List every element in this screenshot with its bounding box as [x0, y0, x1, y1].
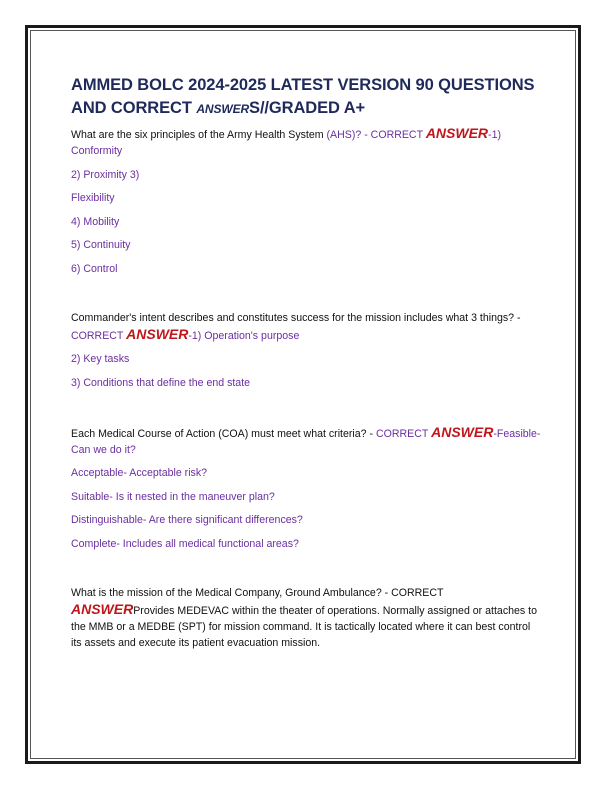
answer-item: 2) Proximity 3): [71, 168, 140, 181]
question-3: Each Medical Course of Action (COA) must meet what criteria? - CORRECT ANSWER-Feasible- Can we do it?: [71, 423, 541, 456]
answer-label: ANSWER: [71, 600, 134, 617]
answer-item: Acceptable- Acceptable risk?: [71, 467, 208, 479]
answer-item: 3) Conditions that define the end state: [71, 376, 251, 389]
answer-item: 4) Mobility: [71, 215, 120, 228]
answer-item: Complete- Includes all medical functional areas?: [71, 537, 299, 550]
question-4: What is the mission of the Medical Company, Ground Ambulance? - CORRECT ANSWERProvides MEDEVAC within the theater of operations. Normally assigned or attaches to the MMB or a MEDBE (SPT) for mission command. It is tactically located where it can best control its assets and execute its patient evacuation mission.: [71, 586, 537, 649]
answer-label: ANSWER: [126, 325, 189, 342]
question-2: Commander's intent describes and constitutes success for the mission includes what 3 things? - CORRECT ANSWER-1) Operation's purpose: [71, 311, 521, 342]
answer-label: ANSWER: [425, 125, 489, 141]
answer-item: Distinguishable- Are there significant differences?: [71, 514, 303, 526]
document-content: [71, 74, 543, 651]
answer-label: ANSWER: [431, 423, 494, 440]
answer-item: 2) Key tasks: [71, 353, 130, 365]
answer-item: Suitable- Is it nested in the maneuver plan?: [71, 490, 275, 503]
answer-item: 6) Control: [71, 262, 118, 275]
question-1: What are the six principles of the Army Health System (AHS)? - CORRECT ANSWER-1) Conformity: [71, 125, 501, 157]
answer-item: 5) Continuity: [71, 239, 131, 251]
answer-item: Flexibility: [71, 192, 115, 204]
document-title: AMMED BOLC 2024-2025 LATEST VERSION 90 QUESTIONS AND CORRECT ANSWERS//GRADED A+: [71, 76, 535, 117]
